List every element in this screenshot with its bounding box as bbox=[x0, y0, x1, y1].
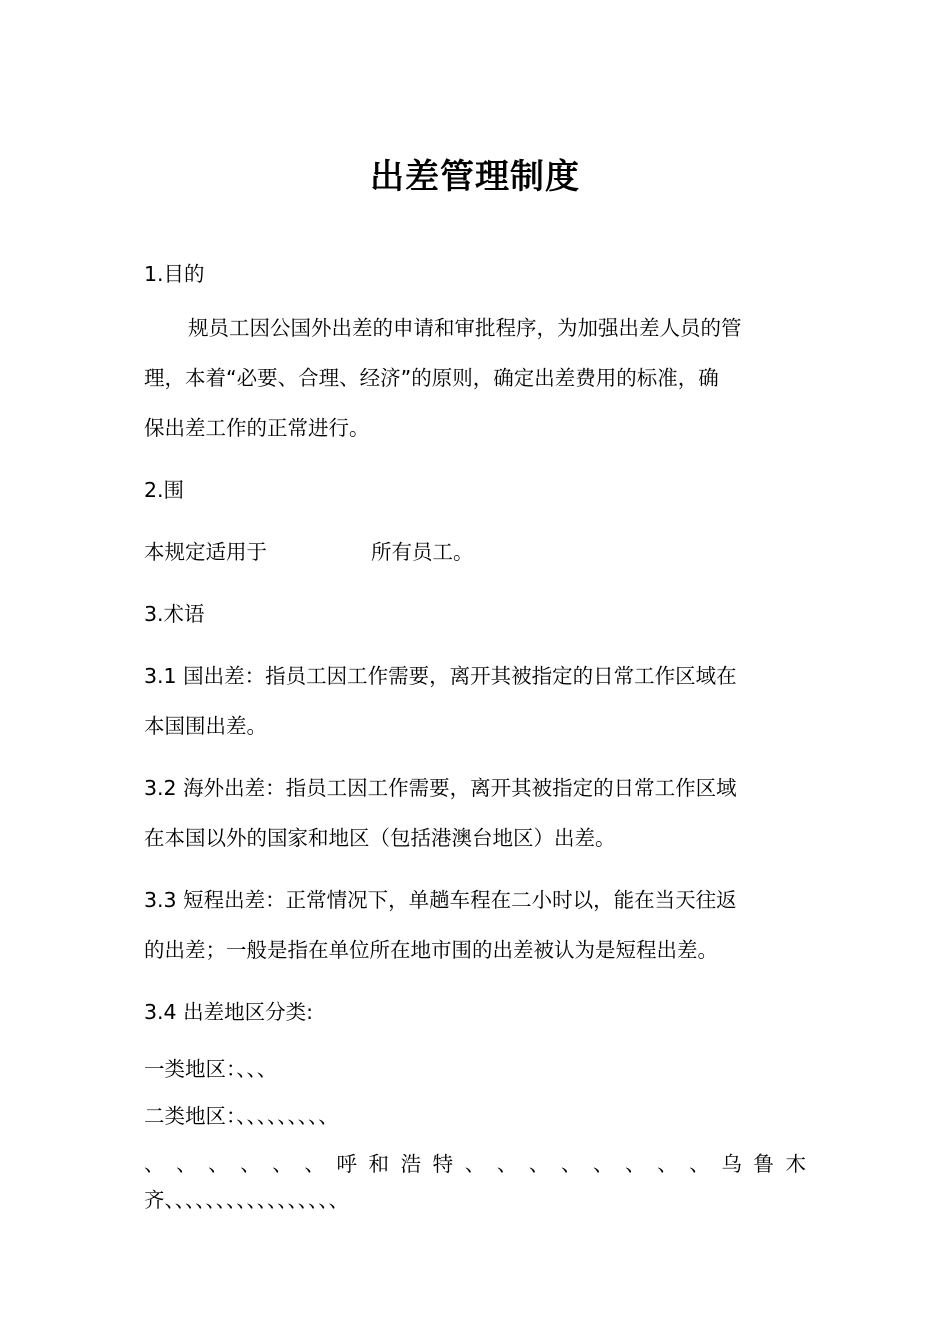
region-list-line-2: 齐、、、、、、、、、、、、、、、、、 bbox=[144, 1188, 349, 1212]
term-3-2-line-1: 3.2 海外出差：指员工因工作需要，离开其被指定的日常工作区域 bbox=[144, 776, 737, 800]
term-3-2-line-2: 在本国以外的国家和地区（包括港澳台地区）出差。 bbox=[144, 826, 616, 850]
term-3-1-line-2: 本国围出差。 bbox=[144, 714, 267, 738]
purpose-line-2: 理，本着“必要、合理、经济”的原则，确定出差费用的标准，确 bbox=[144, 366, 719, 390]
section-heading-scope: 2.围 bbox=[144, 478, 185, 502]
region-class-1: 一类地区：、、、 bbox=[144, 1057, 278, 1081]
purpose-line-3: 保出差工作的正常进行。 bbox=[144, 416, 370, 440]
purpose-line-1: 规员工因公国外出差的申请和审批程序，为加强出差人员的管 bbox=[188, 316, 742, 340]
term-3-3-line-2: 的出差；一般是指在单位所在地市围的出差被认为是短程出差。 bbox=[144, 938, 718, 962]
term-3-3-line-1: 3.3 短程出差：正常情况下，单趟车程在二小时以，能在当天往返 bbox=[144, 888, 737, 912]
region-list-line-1: 、 、 、 、 、 、 呼 和 浩 特 、 、 、 、 、 、 、 、 乌 鲁 木 bbox=[144, 1152, 806, 1176]
term-3-4-heading: 3.4 出差地区分类: bbox=[144, 1000, 314, 1024]
section-heading-purpose: 1.目的 bbox=[144, 262, 205, 286]
region-class-2: 二类地区：、、、、、、、、、 bbox=[144, 1104, 339, 1128]
term-3-1-line-1: 3.1 国出差：指员工因工作需要，离开其被指定的日常工作区域在 bbox=[144, 664, 737, 688]
scope-text bbox=[144, 537, 806, 567]
scope-text-part1: 本规定适用于 bbox=[144, 540, 267, 564]
document-title: 出差管理制度 bbox=[370, 157, 580, 197]
scope-text-part2: 所有员工。 bbox=[371, 540, 474, 564]
section-heading-terms: 3.术语 bbox=[144, 602, 205, 626]
